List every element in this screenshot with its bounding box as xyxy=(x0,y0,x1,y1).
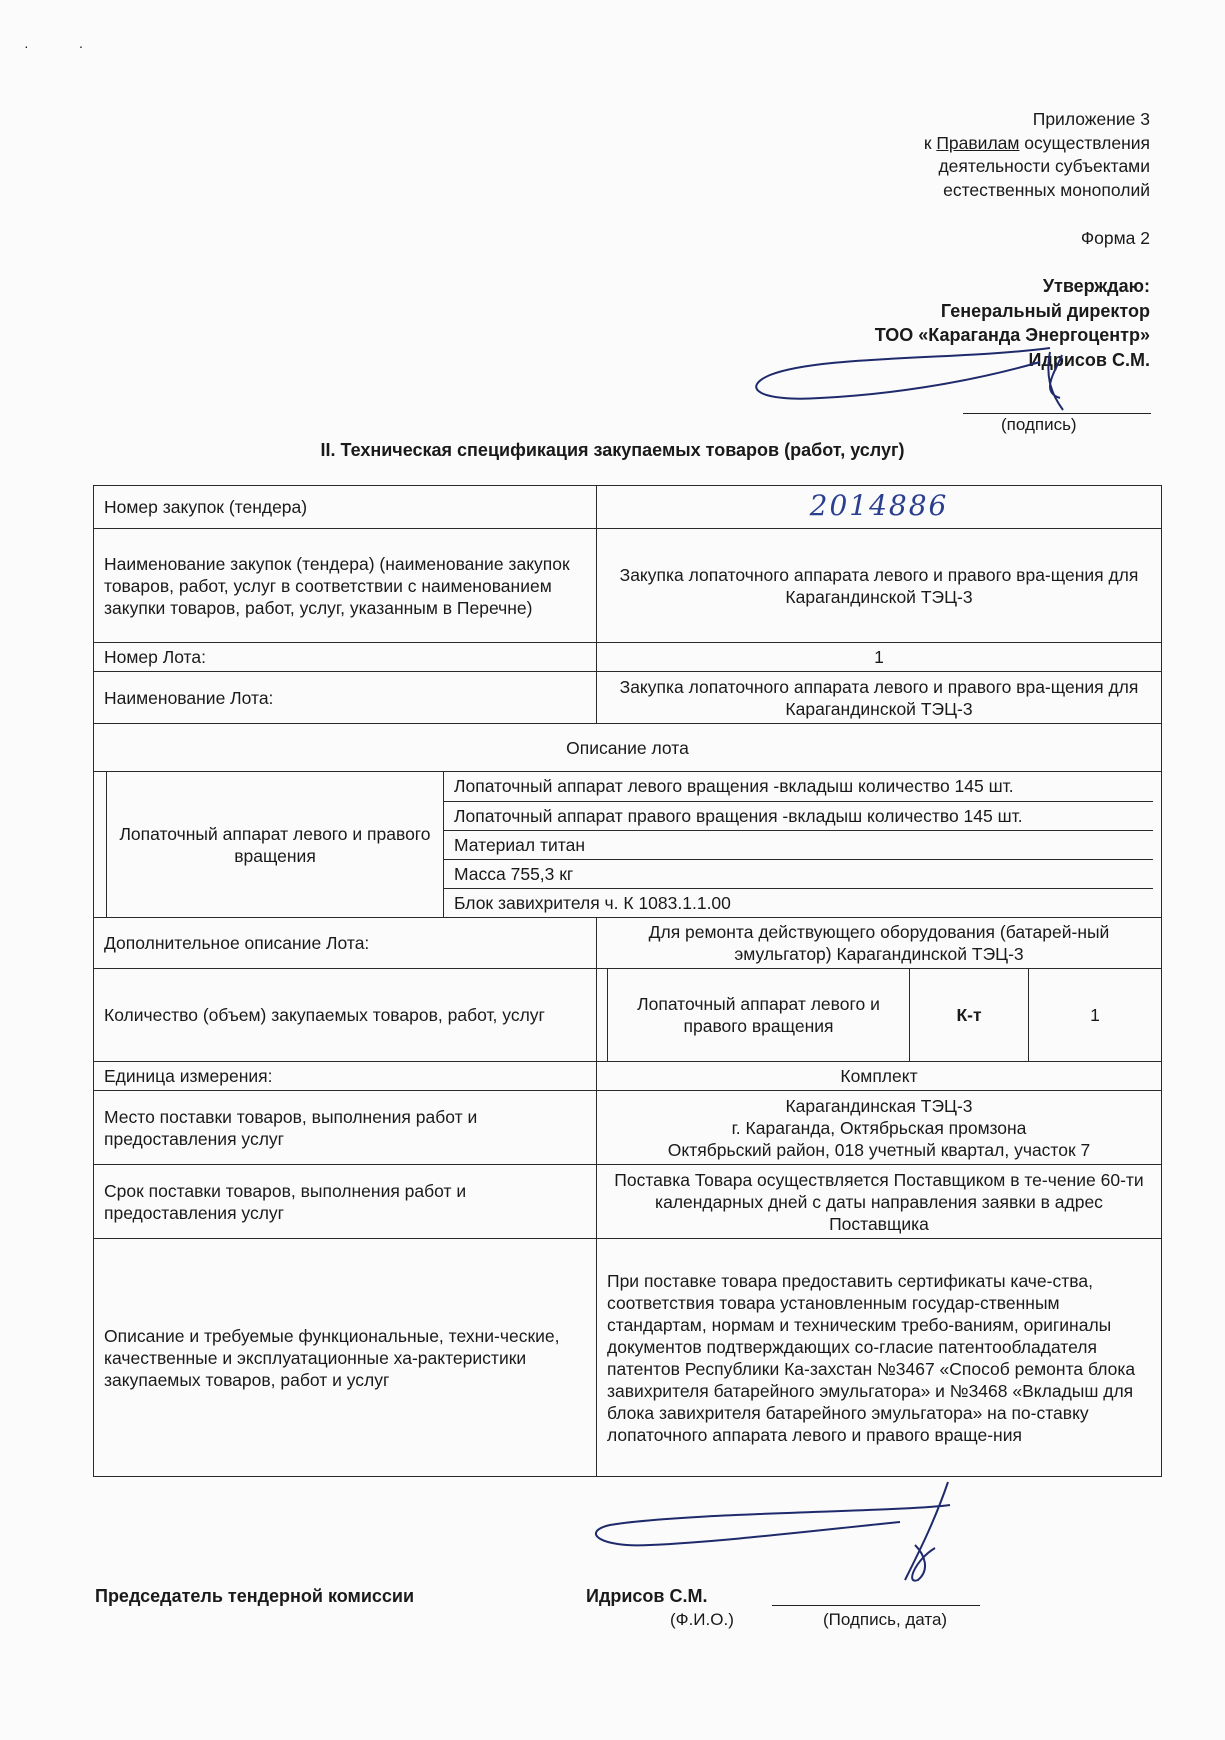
lot-description-cell xyxy=(94,772,1162,918)
approve-line-4: Идрисов С.М. xyxy=(1028,349,1150,370)
appendix-line-4: естественных монополий xyxy=(943,179,1150,200)
extra-description-value: Для ремонта действующего оборудования (батарей-ный эмульгатор) Карагандинской ТЭЦ-3 xyxy=(597,918,1162,969)
fio-caption: (Ф.И.О.) xyxy=(670,1610,734,1629)
appendix-line-1: Приложение 3 xyxy=(1032,109,1150,129)
quantity-label: Количество (объем) закупаемых товаров, работ, услуг xyxy=(94,969,597,1062)
lot-spec-5: Блок завихрителя ч. К 1083.1.1.00 xyxy=(444,888,1154,917)
table-row xyxy=(94,486,1162,529)
tender-number-value xyxy=(597,486,1162,529)
delivery-term-value: Поставка Товара осуществляется Поставщиком в те-чение 60-ти календарных дней с даты направления заявки в адрес Поставщика xyxy=(597,1165,1162,1239)
approve-line-2: Генеральный директор xyxy=(940,300,1150,321)
delivery-place-line-1: Карагандинская ТЭЦ-3 xyxy=(785,1095,973,1116)
table-row xyxy=(94,643,1162,672)
table-row xyxy=(94,672,1162,724)
lot-spec-2: Лопаточный аппарат правого вращения -вкладыш количество 145 шт. xyxy=(444,801,1154,830)
table-row xyxy=(94,529,1162,643)
chair-name: Идрисов С.М. xyxy=(586,1586,708,1606)
lot-spec-1: Лопаточный аппарат левого вращения -вкладыш количество 145 шт. xyxy=(444,772,1154,801)
unit-value: Комплект xyxy=(597,1062,1162,1091)
quantity-value: 1 xyxy=(1090,1005,1100,1025)
lot-item-name: Лопаточный аппарат левого и правого вращения xyxy=(107,772,444,917)
signature-line xyxy=(963,413,1151,414)
approve-line-3: ТОО «Караганда Энергоцентр» xyxy=(874,325,1150,345)
handwritten-tender-number: 2014886 xyxy=(809,488,949,522)
tender-name-label: Наименование закупок (тендера) (наименование закупок товаров, работ, услуг в соответствии с наименованием закупки товаров, работ, услуг, указанным в Перечне) xyxy=(94,529,597,643)
lot-name-value: Закупка лопаточного аппарата левого и правого вра-щения для Карагандинской ТЭЦ-3 xyxy=(597,672,1162,724)
delivery-place-line-2: г. Караганда, Октябрьская промзона xyxy=(731,1117,1027,1138)
lot-number-value: 1 xyxy=(597,643,1162,672)
footer-signature-line xyxy=(772,1605,980,1606)
table-row xyxy=(94,918,1162,969)
lot-spec-4: Масса 755,3 кг xyxy=(444,859,1154,888)
unit-label: Единица измерения: xyxy=(94,1062,597,1091)
table-row xyxy=(94,772,1162,918)
sign-date-caption: (Подпись, дата) xyxy=(823,1610,948,1629)
specification-table xyxy=(93,485,1162,1477)
lot-name-label: Наименование Лота: xyxy=(94,672,597,724)
scan-specks: ·· xyxy=(24,38,134,54)
quantity-cell xyxy=(597,969,1162,1062)
approval-block xyxy=(875,274,1150,372)
rules-link[interactable]: Правилам xyxy=(936,132,1020,153)
lot-number-label: Номер Лота: xyxy=(94,643,597,672)
tender-name-value: Закупка лопаточного аппарата левого и правого вра-щения для Карагандинской ТЭЦ-3 xyxy=(597,529,1162,643)
table-row xyxy=(94,1165,1162,1239)
requirements-label: Описание и требуемые функциональные, техни-ческие, качественные и эксплуатационные ха-рактеристики закупаемых товаров, работ и услуг xyxy=(94,1239,597,1477)
quantity-item: Лопаточный аппарат левого и правого вращения xyxy=(608,969,910,1061)
table-row xyxy=(94,1239,1162,1477)
appendix-line-2: к Правилам осуществления xyxy=(923,132,1150,153)
delivery-place-line-3: Октябрьский район, 018 учетный квартал, участок 7 xyxy=(667,1139,1091,1160)
tender-number-label: Номер закупок (тендера) xyxy=(94,486,597,529)
footer-signature xyxy=(596,1482,950,1581)
delivery-place-label: Место поставки товаров, выполнения работ и предоставления услуг xyxy=(94,1091,597,1165)
chair-label: Председатель тендерной комиссии xyxy=(95,1586,415,1606)
requirements-value: При поставке товара предоставить сертификаты каче-ства, соответствия товара установленным государ-ственным стандартам, нормам и техническим требо-ваниям, оригиналы документов подтверждающих со-гласие патентообладателя патентов Республики Ка-захстан №3467 «Способ ремонта блока завихрителя батарейного эмульгатора» и №3468 «Вкладыш для блока завихрителя батарейного эмульгатора» на по-ставку лопаточного аппарата левого и правого враще-ния xyxy=(597,1239,1162,1477)
table-row xyxy=(94,1062,1162,1091)
delivery-term-label: Срок поставки товаров, выполнения работ и предоставления услуг xyxy=(94,1165,597,1239)
signature-caption: (подпись) xyxy=(1001,415,1077,434)
lot-description-table xyxy=(106,772,1153,917)
table-row xyxy=(94,724,1162,772)
appendix-line-3: деятельности субъектами xyxy=(938,156,1150,176)
delivery-place-value xyxy=(597,1091,1162,1165)
appendix-block xyxy=(924,108,1150,202)
table-row xyxy=(94,1091,1162,1165)
lot-spec-3: Материал титан xyxy=(444,830,1154,859)
section-title: II. Техническая спецификация закупаемых товаров (работ, услуг) xyxy=(320,440,905,460)
quantity-table xyxy=(607,969,1161,1061)
table-row xyxy=(94,969,1162,1062)
quantity-unit: К-т xyxy=(910,969,1029,1061)
approve-line-1: Утверждаю: xyxy=(1042,276,1150,296)
lot-description-header: Описание лота xyxy=(94,724,1162,772)
extra-description-label: Дополнительное описание Лота: xyxy=(94,918,597,969)
form-number: Форма 2 xyxy=(1080,228,1150,248)
